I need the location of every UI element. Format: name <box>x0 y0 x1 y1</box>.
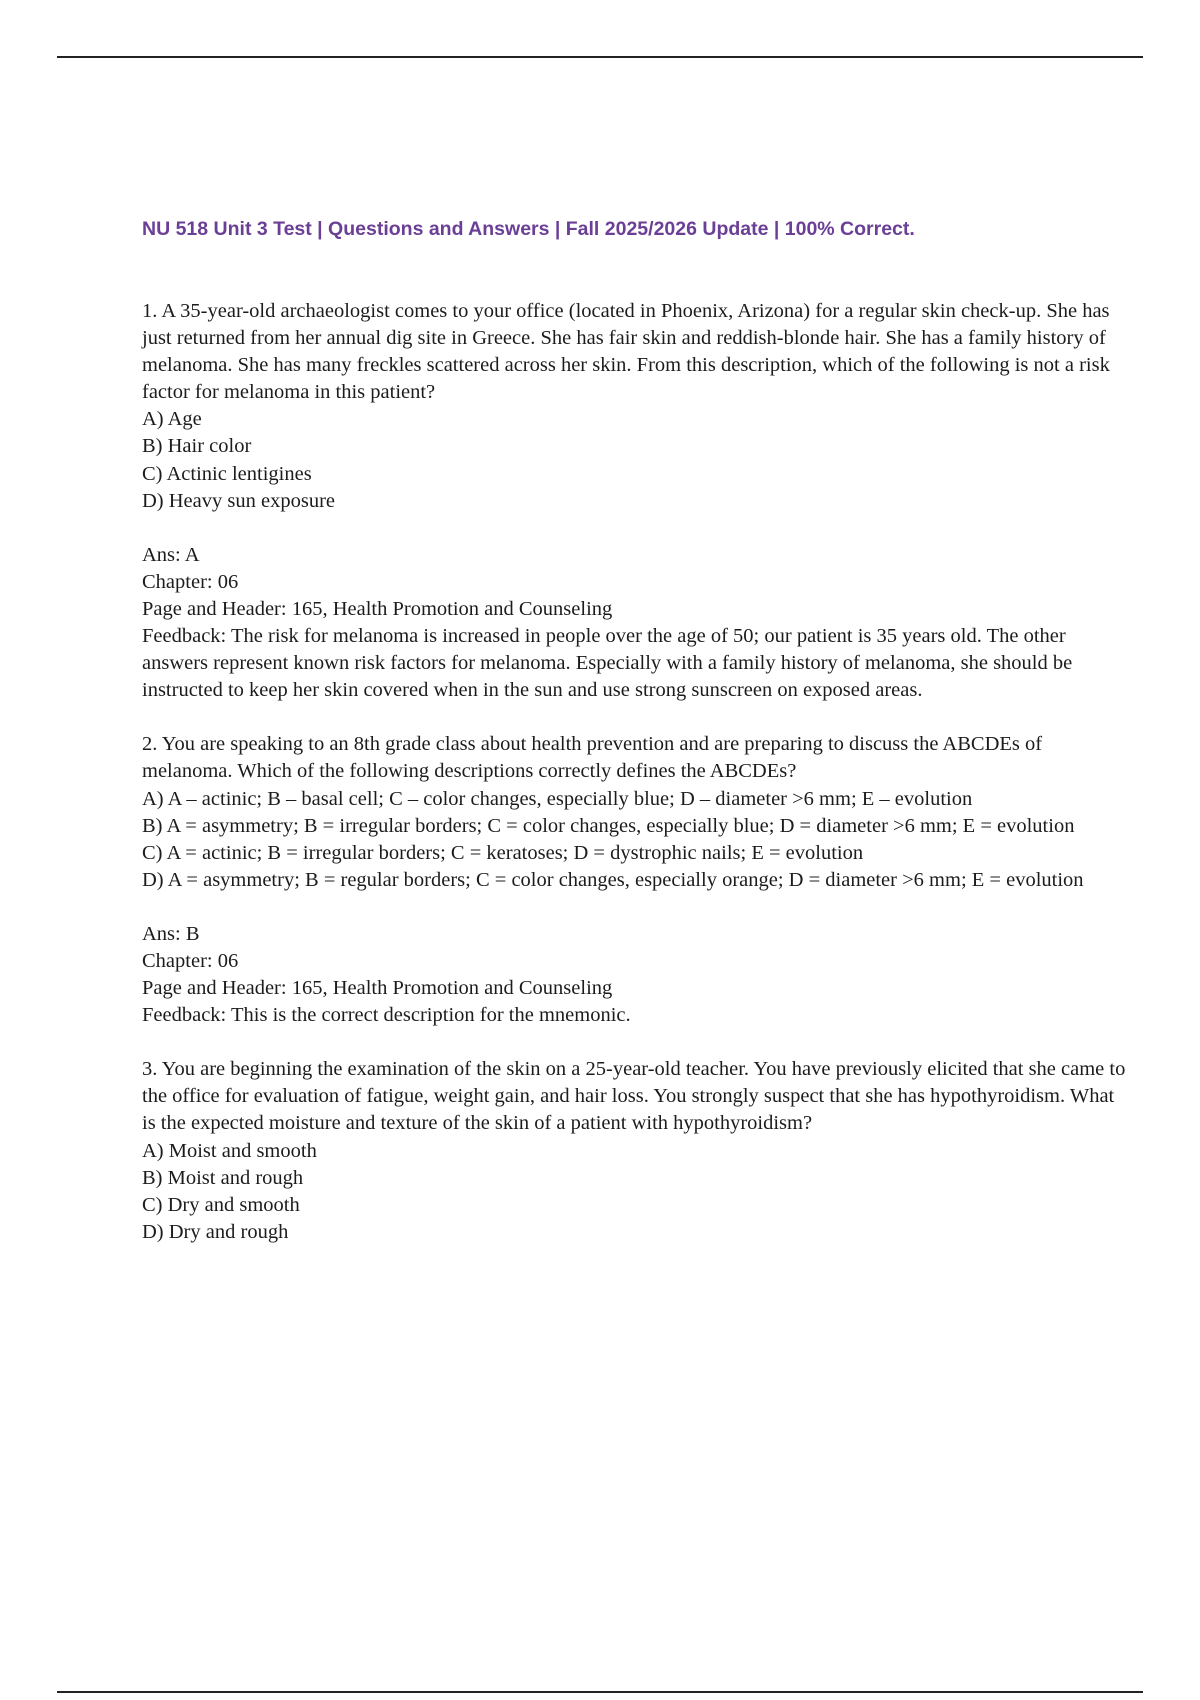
question-1 <box>142 298 1127 515</box>
option-a: A) Age <box>142 408 202 431</box>
question-stem: 1. A 35-year-old archaeologist comes to your office (located in Phoenix, Arizona) for a regular skin check-up. She has just returned from her annual dig site in Greece. She has fair skin and reddish-blonde hair. She has a family history of melanoma. She has many freckles scattered across her skin. From this description, which of the following is not a risk factor for melanoma in this patient? <box>142 300 1110 404</box>
option-a: A) A – actinic; B – basal cell; C – color changes, especially blue; D – diameter >6 mm; E – evolution <box>142 787 973 810</box>
question-stem: 3. You are beginning the examination of the skin on a 25-year-old teacher. You have previously elicited that she came to the office for evaluation of fatigue, weight gain, and hair loss. You strongly suspect that she has hypothyroidism. What is the expected moisture and texture of the skin of a patient with hypothyroidism? <box>142 1058 1126 1135</box>
option-c: C) Actinic lentigines <box>142 462 312 485</box>
option-d: D) A = asymmetry; B = regular borders; C = color changes, especially orange; D = diameter >6 mm; E = evolution <box>142 868 1084 891</box>
answer-key: Ans: B <box>142 922 200 945</box>
option-b: B) Moist and rough <box>142 1166 304 1189</box>
question-3 <box>142 1056 1127 1246</box>
feedback: Feedback: The risk for melanoma is increased in people over the age of 50; our patient is 35 years old. The other answers represent known risk factors for melanoma. Especially with a family history of melanoma, she should be instructed to keep her skin covered when in the sun and use strong sunscreen on exposed areas. <box>142 625 1073 702</box>
option-d: D) Heavy sun exposure <box>142 489 335 512</box>
document-body <box>142 298 1127 1273</box>
option-c: C) A = actinic; B = irregular borders; C = keratoses; D = dystrophic nails; E = evolution <box>142 841 864 864</box>
page-and-header: Page and Header: 165, Health Promotion and Counseling <box>142 597 613 620</box>
question-2 <box>142 731 1127 894</box>
answer-block-1 <box>142 542 1127 705</box>
question-stem: 2. You are speaking to an 8th grade class about health prevention and are preparing to discuss the ABCDEs of melanoma. Which of the following descriptions correctly defines the ABCDEs? <box>142 733 1043 783</box>
option-b: B) A = asymmetry; B = irregular borders; C = color changes, especially blue; D = diameter >6 mm; E = evolution <box>142 814 1075 837</box>
chapter: Chapter: 06 <box>142 949 239 972</box>
answer-options <box>142 406 1127 514</box>
answer-key: Ans: A <box>142 543 200 566</box>
option-d: D) Dry and rough <box>142 1220 289 1243</box>
header-rule <box>57 56 1143 58</box>
page-and-header: Page and Header: 165, Health Promotion and Counseling <box>142 977 613 1000</box>
document-title: NU 518 Unit 3 Test | Questions and Answers | Fall 2025/2026 Update | 100% Correct. <box>142 218 915 240</box>
answer-options <box>142 786 1127 894</box>
answer-options <box>142 1138 1127 1246</box>
option-a: A) Moist and smooth <box>142 1139 317 1162</box>
option-c: C) Dry and smooth <box>142 1193 300 1216</box>
footer-rule <box>57 1691 1143 1693</box>
chapter: Chapter: 06 <box>142 570 239 593</box>
answer-block-2 <box>142 921 1127 1029</box>
feedback: Feedback: This is the correct description for the mnemonic. <box>142 1004 631 1027</box>
option-b: B) Hair color <box>142 435 252 458</box>
